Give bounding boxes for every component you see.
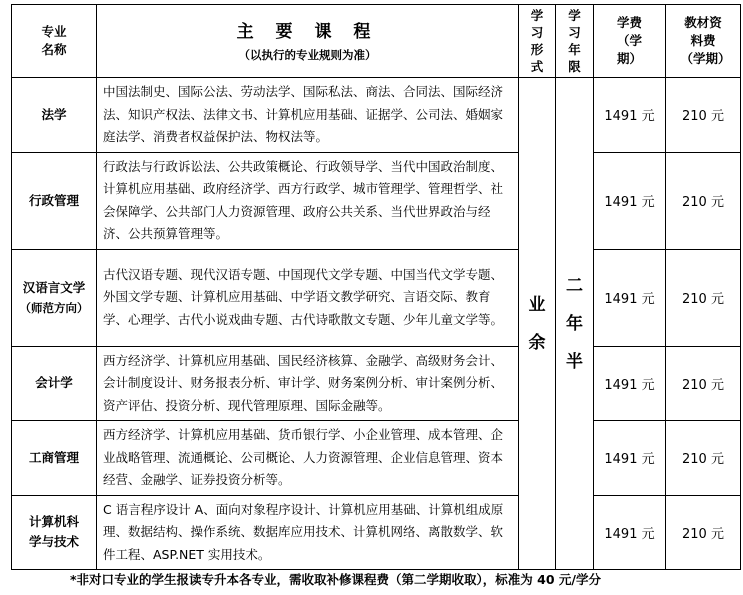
tuition-value: 1491 元 <box>594 421 666 496</box>
duration-value: 二年半 <box>556 78 594 570</box>
table-row <box>12 249 741 346</box>
header-major: 专业名称 <box>12 5 97 78</box>
materials-value: 210 元 <box>666 78 741 153</box>
course-list: 西方经济学、计算机应用基础、国民经济核算、金融学、高级财务会计、会计制度设计、财务报表分析、审计学、财务案例分析、审计案例分析、资产评估、投资分析、现代管理原理、国际金融等。 <box>97 346 519 421</box>
materials-value: 210 元 <box>666 249 741 346</box>
major-name: 汉语言文学 （师范方向） <box>12 249 97 346</box>
course-table <box>11 4 741 570</box>
major-name: 会计学 <box>12 346 97 421</box>
course-list: 中国法制史、国际公法、劳动法学、国际私法、商法、合同法、国际经济法、知识产权法、法律文书、计算机应用基础、证据学、公司法、婚姻家庭法学、消费者权益保护法、物权法等。 <box>97 78 519 153</box>
tuition-value: 1491 元 <box>594 152 666 249</box>
materials-value: 210 元 <box>666 152 741 249</box>
course-list: C 语言程序设计 A、面向对象程序设计、计算机应用基础、计算机组成原理、数据结构、操作系统、数据库应用技术、计算机网络、离散数学、软件工程、ASP.NET 实用技术。 <box>97 495 519 570</box>
table-row <box>12 421 741 496</box>
major-subtitle: （师范方向） <box>19 300 89 315</box>
major-name: 行政管理 <box>12 152 97 249</box>
tuition-value: 1491 元 <box>594 346 666 421</box>
materials-value: 210 元 <box>666 495 741 570</box>
courses-title: 主 要 课 程 <box>236 22 379 42</box>
tuition-value: 1491 元 <box>594 78 666 153</box>
tuition-value: 1491 元 <box>594 495 666 570</box>
major-name: 工商管理 <box>12 421 97 496</box>
table-row <box>12 152 741 249</box>
major-name: 法学 <box>12 78 97 153</box>
course-list: 行政法与行政诉讼法、公共政策概论、行政领导学、当代中国政治制度、计算机应用基础、政府经济学、西方行政学、城市管理学、管理哲学、社会保障学、公共部门人力资源管理、政府公共关系、当代世界政治与经济、公共预算管理等。 <box>97 152 519 249</box>
table-row <box>12 78 741 153</box>
course-list: 西方经济学、计算机应用基础、货币银行学、小企业管理、成本管理、企业战略管理、流通概论、公司概论、人力资源管理、企业信息管理、资本经营、金融学、证券投资分析等。 <box>97 421 519 496</box>
major-name: 计算机科学与技术 <box>12 495 97 570</box>
tuition-value: 1491 元 <box>594 249 666 346</box>
courses-subtitle: （以执行的专业规则为准） <box>238 48 377 62</box>
footnote: *非对口专业的学生报读专升本各专业，需收取补修课程费（第二学期收取），标准为 40 元/学分 <box>70 572 601 587</box>
header-study-form: 学习形式 <box>519 5 556 78</box>
header-row <box>12 5 741 78</box>
materials-value: 210 元 <box>666 346 741 421</box>
header-materials: 教材资料费（学期） <box>666 5 741 78</box>
header-tuition: 学费（学期） <box>594 5 666 78</box>
course-list: 古代汉语专题、现代汉语专题、中国现代文学专题、中国当代文学专题、外国文学专题、计算机应用基础、中学语文教学研究、言语交际、教育学、心理学、古代小说戏曲专题、古代诗歌散文专题、少年儿童文学等。 <box>97 249 519 346</box>
header-courses <box>97 5 519 78</box>
header-duration: 学习年限 <box>556 5 594 78</box>
table-row <box>12 346 741 421</box>
study-form-value: 业余 <box>519 78 556 570</box>
materials-value: 210 元 <box>666 421 741 496</box>
table-row <box>12 495 741 570</box>
